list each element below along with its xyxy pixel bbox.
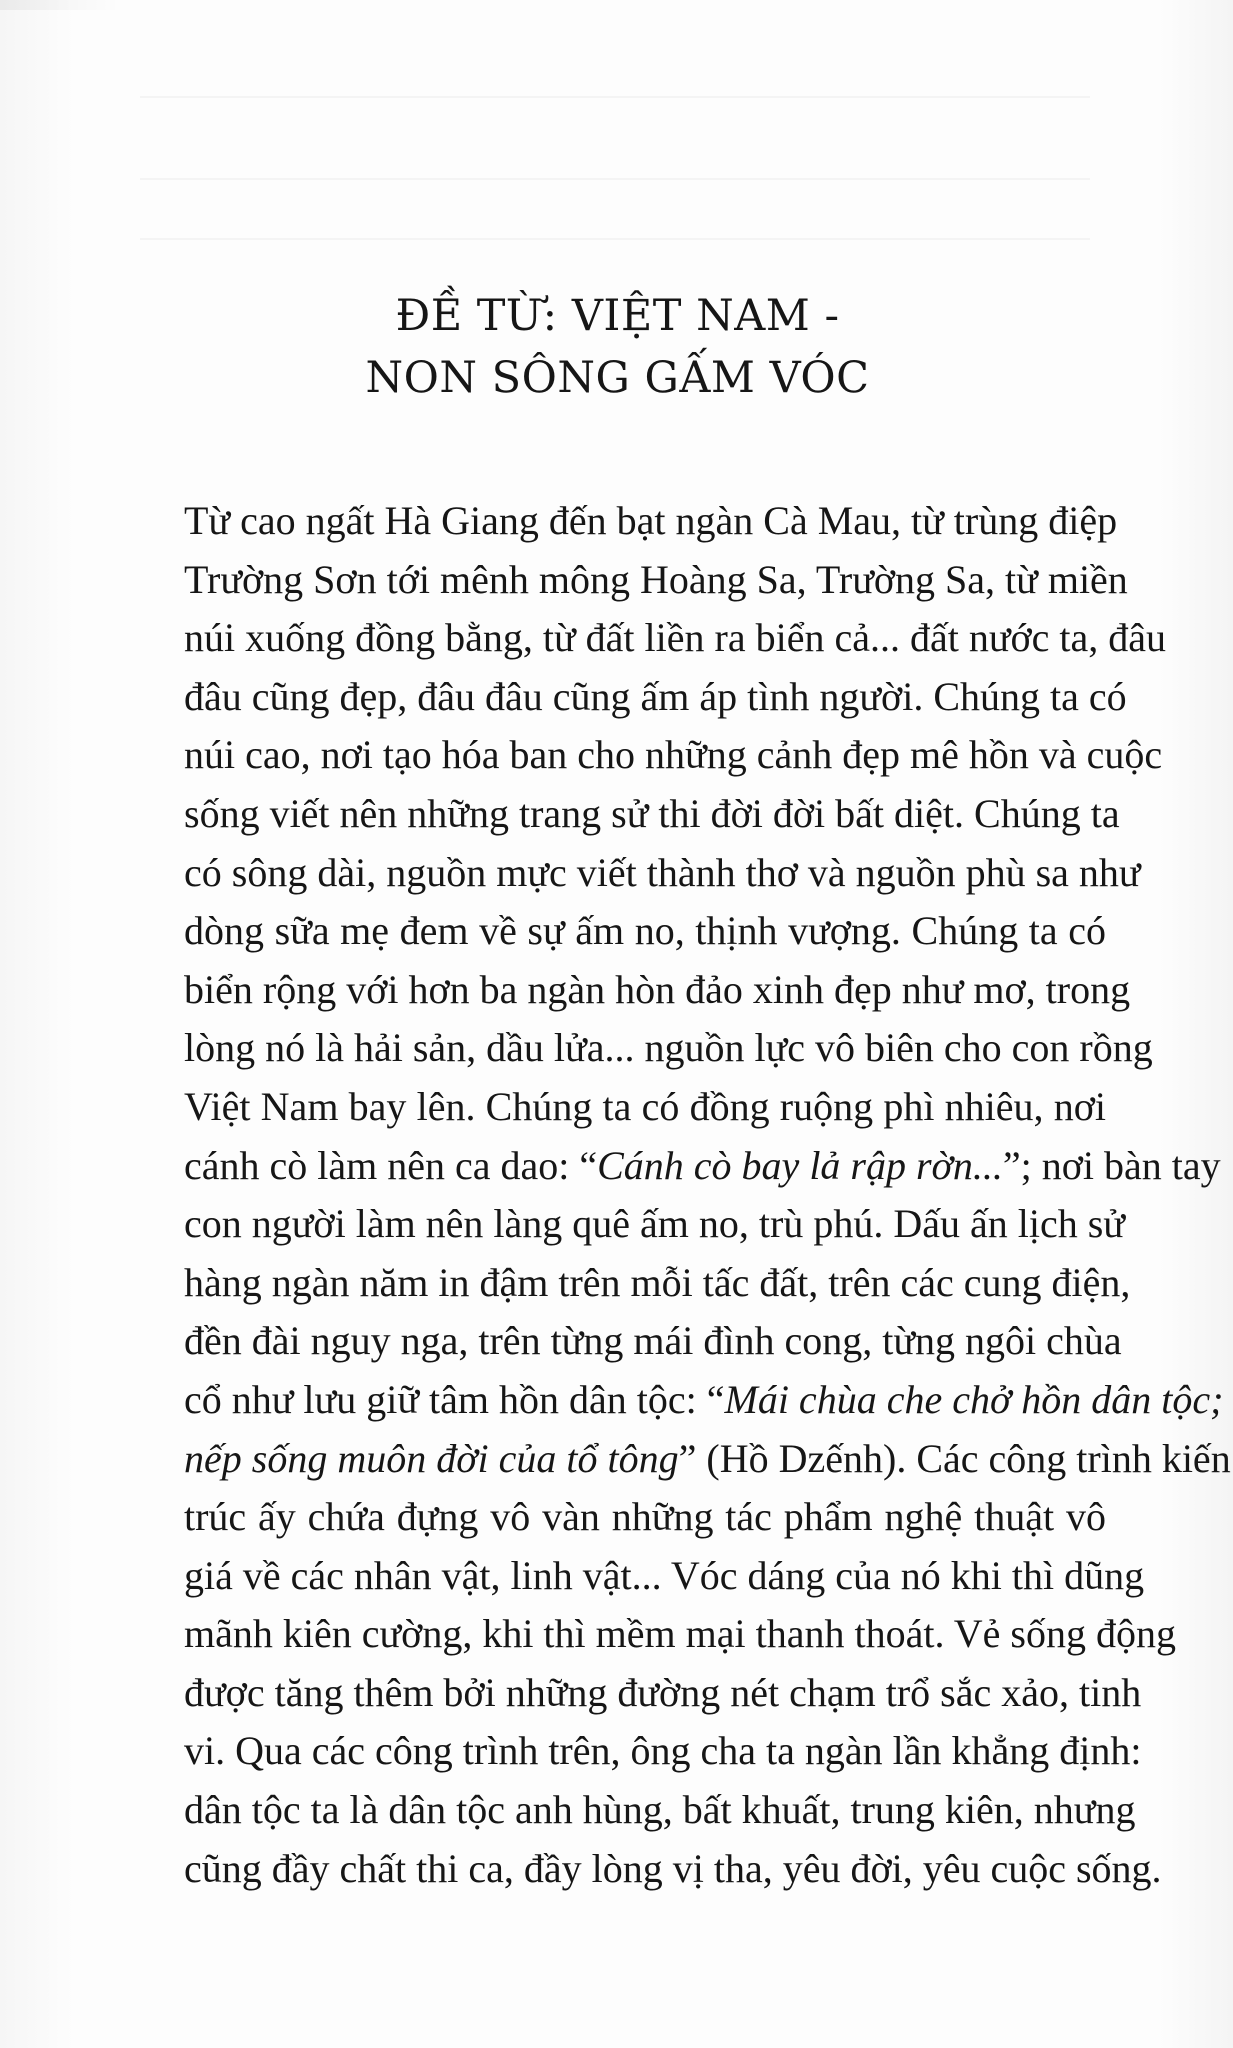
text-segment: sống viết nên những trang sử thi đời đời bất diệt. Chúng ta — [184, 790, 1120, 836]
text-segment: cũng đầy chất thi ca, đầy lòng vị tha, yêu đời, yêu cuộc sống. — [184, 1845, 1162, 1891]
text-line — [184, 1195, 1125, 1254]
text-segment: đền đài nguy nga, trên từng mái đình cong, từng ngôi chùa — [184, 1318, 1122, 1364]
text-segment: cánh cò làm nên ca dao: “ — [184, 1142, 598, 1188]
text-line — [184, 492, 1118, 551]
text-segment: hàng ngàn năm in đậm trên mỗi tấc đất, trên các cung điện, — [184, 1259, 1131, 1305]
text-line — [184, 1254, 1131, 1313]
text-line — [184, 551, 1128, 610]
text-segment: được tăng thêm bởi những đường nét chạm trổ sắc xảo, tinh — [184, 1669, 1142, 1715]
text-segment: ” (Hồ Dzếnh). Các công trình kiến — [678, 1435, 1231, 1481]
title-line-2: NON SÔNG GẤM VÓC — [365, 353, 870, 403]
text-segment: mãnh kiên cường, khi thì mềm mại thanh thoát. Vẻ sống động — [184, 1611, 1176, 1657]
text-line — [184, 785, 1120, 844]
text-line — [184, 902, 1106, 961]
text-segment: ”; nơi bàn tay — [1002, 1142, 1221, 1188]
text-line — [184, 961, 1131, 1020]
bleed-through-line — [140, 96, 1090, 98]
page-title — [150, 285, 1085, 409]
body-paragraph — [184, 492, 1231, 1898]
text-line — [184, 1840, 1162, 1899]
text-segment: Trường Sơn tới mênh mông Hoàng Sa, Trường Sa, từ miền — [184, 556, 1128, 602]
text-segment: núi xuống đồng bằng, từ đất liền ra biển cả... đất nước ta, đâu — [184, 615, 1167, 661]
text-segment: Từ cao ngất Hà Giang đến bạt ngàn Cà Mau, từ trùng điệp — [184, 498, 1118, 543]
text-line — [184, 1722, 1142, 1781]
text-segment: Việt Nam bay lên. Chúng ta có đồng ruộng phì nhiêu, nơi — [184, 1083, 1106, 1129]
title-line-1: ĐỀ TỪ: VIỆT NAM - — [395, 291, 840, 341]
text-segment: dòng sữa mẹ đem về sự ấm no, thịnh vượng. Chúng ta có — [184, 908, 1106, 954]
text-line — [184, 1605, 1176, 1664]
text-segment: dân tộc ta là dân tộc anh hùng, bất khuất, trung kiên, nhưng — [184, 1787, 1136, 1833]
bleed-through-line — [140, 178, 1090, 180]
text-line — [184, 1371, 1224, 1430]
text-line — [184, 1137, 1221, 1196]
italic-quote: Cánh cò bay lả rập rờn... — [597, 1142, 1003, 1188]
italic-quote: Mái chùa che chở hồn dân tộc; — [724, 1376, 1224, 1422]
text-line — [184, 1078, 1106, 1137]
scan-edge — [0, 0, 120, 10]
text-line — [184, 609, 1167, 668]
text-line — [184, 1312, 1122, 1371]
text-segment: lòng nó là hải sản, dầu lửa... nguồn lực vô biên cho con rồng — [184, 1025, 1153, 1071]
text-segment: biển rộng với hơn ba ngàn hòn đảo xinh đẹp như mơ, trong — [184, 966, 1131, 1012]
text-segment: cổ như lưu giữ tâm hồn dân tộc: “ — [184, 1376, 725, 1422]
text-segment: vi. Qua các công trình trên, ông cha ta ngàn lần khẳng định: — [184, 1728, 1142, 1774]
text-segment: núi cao, nơi tạo hóa ban cho những cảnh đẹp mê hồn và cuộc — [184, 732, 1163, 778]
text-segment: có sông dài, nguồn mực viết thành thơ và nguồn phù sa như — [184, 849, 1141, 895]
text-segment: con người làm nên làng quê ấm no, trù phú. Dấu ấn lịch sử — [184, 1201, 1125, 1247]
text-line — [184, 1664, 1142, 1723]
text-line — [184, 1488, 1106, 1547]
bleed-through-line — [140, 238, 1090, 240]
text-line — [184, 1547, 1145, 1606]
text-line — [184, 1430, 1231, 1489]
text-line — [184, 1781, 1136, 1840]
text-segment: đâu cũng đẹp, đâu đâu cũng ấm áp tình người. Chúng ta có — [184, 673, 1127, 719]
italic-quote: nếp sống muôn đời của tổ tông — [184, 1435, 679, 1481]
text-line — [184, 726, 1163, 785]
text-segment: giá về các nhân vật, linh vật... Vóc dáng của nó khi thì dũng — [184, 1552, 1145, 1598]
text-segment: trúc ấy chứa đựng vô vàn những tác phẩm nghệ thuật vô — [184, 1494, 1106, 1540]
text-line — [184, 668, 1127, 727]
text-line — [184, 1019, 1153, 1078]
text-line — [184, 844, 1141, 903]
